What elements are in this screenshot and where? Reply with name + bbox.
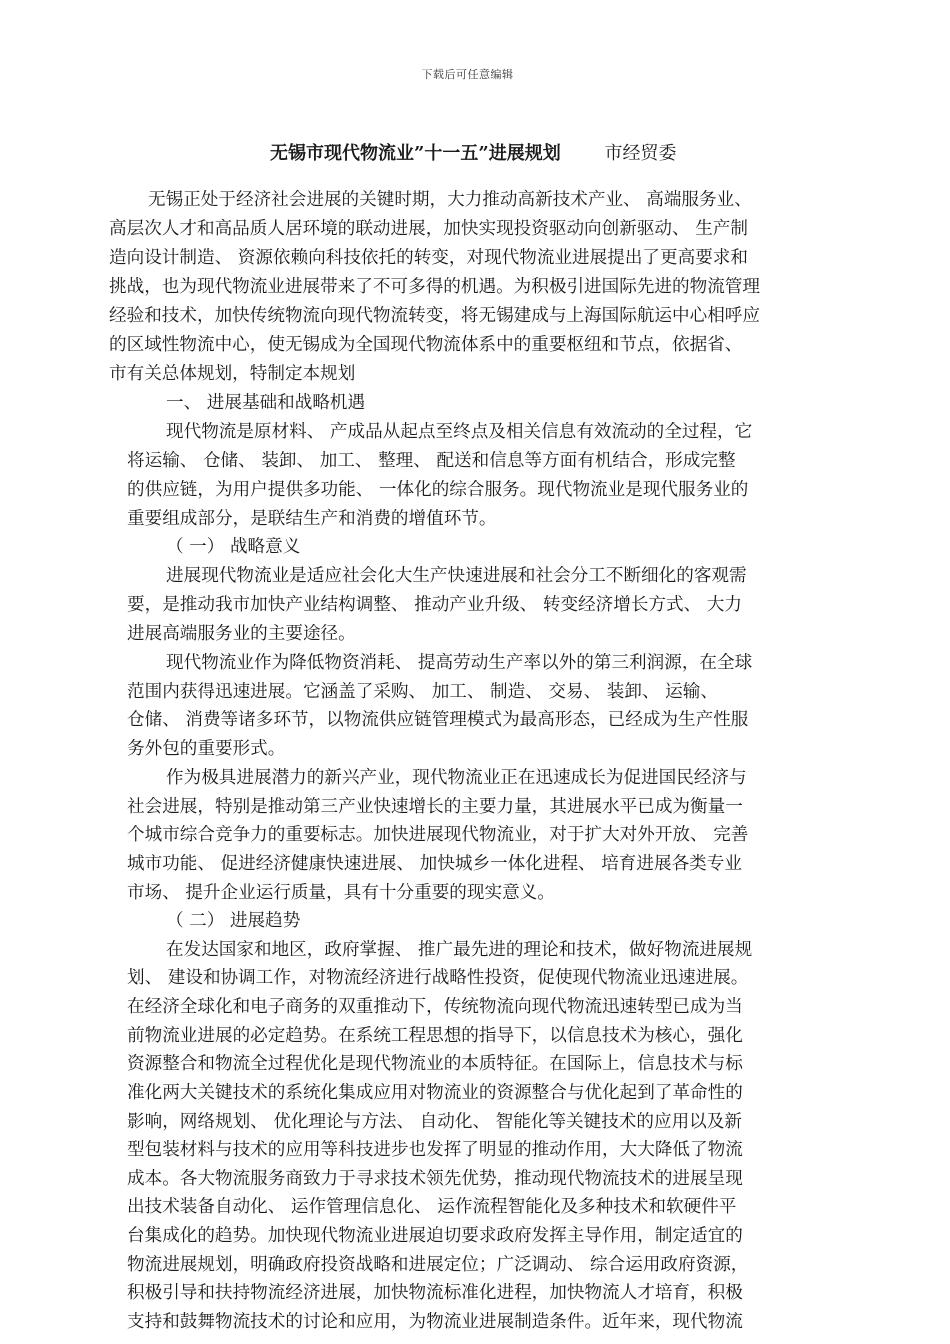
text-line: 务外包的重要形式。	[127, 739, 286, 759]
text-line: 要，是推动我市加快产业结构调整、 推动产业升级、 转变经济增长方式、 大力	[127, 595, 742, 615]
text-line: 成本。各大物流服务商致力于寻求技术领先优势，推动现代物流技术的进展呈现	[127, 1169, 743, 1189]
text-line: 资源整合和物流全过程优化是现代物流业的本质特征。在国际上，信息技术与标	[127, 1054, 743, 1074]
text-line: 支持和鼓舞物流技术的讨论和应用，为物流业进展制造条件。近年来，现代物流	[127, 1312, 743, 1332]
text-line: 的供应链，为用户提供多功能、 一体化的综合服务。现代物流业是现代服务业的	[127, 480, 749, 500]
subsection-heading: （ 一） 战略意义	[166, 537, 301, 557]
text-line: 在经济全球化和电子商务的双重推动下，传统物流向现代物流迅速转型已成为当	[127, 997, 743, 1017]
text-line: 进展现代物流业是适应社会化大生产快速进展和社会分工不断细化的客观需	[166, 566, 747, 586]
text-line: 现代物流是原材料、 产成品从起点至终点及相关信息有效流动的全过程，它	[166, 422, 753, 442]
text-line: 无锡正处于经济社会进展的关键时期，大力推动高新技术产业、 高端服务业、	[148, 190, 752, 210]
text-line: 挑战，也为现代物流业进展带来了不可多得的机遇。为积极引进国际先进的物流管理	[109, 277, 760, 297]
text-line: 市有关总体规划，特制定本规划	[109, 364, 356, 384]
text-line: 划、 建设和协调工作，对物流经济进行战略性投资，促使现代物流业迅速进展。	[127, 968, 749, 988]
text-line: 重要组成部分，是联结生产和消费的增值环节。	[127, 509, 497, 529]
text-line: 城市功能、 促进经济健康快速进展、 加快城乡一体化进程、 培育进展各类专业	[127, 854, 742, 874]
text-line: 型包装材料与技术的应用等科技进步也发挥了明显的推动作用，大大降低了物流	[127, 1140, 743, 1160]
text-line: 的区域性物流中心，使无锡成为全国现代物流体系中的重要枢纽和节点，依据省、	[109, 335, 743, 355]
section-heading: 一、 进展基础和战略机遇	[166, 393, 366, 413]
text-line: 经验和技术，加快传统物流向现代物流转变，将无锡建成与上海国际航运中心相呼应	[109, 306, 760, 326]
text-line: 社会进展，特别是推动第三产业快速增长的主要力量，其进展水平已成为衡量一	[127, 797, 743, 817]
text-line: 造向设计制造、 资源依赖向科技依托的转变，对现代物流业进展提出了更高要求和	[109, 248, 748, 268]
text-line: 个城市综合竞争力的重要标志。加快进展现代物流业，对于扩大对外开放、 完善	[127, 825, 749, 845]
text-line: 进展高端服务业的主要途径。	[127, 624, 356, 644]
document-title-row	[270, 141, 676, 167]
text-line: 现代物流业作为降低物资消耗、 提高劳动生产率以外的第三利润源，在全球	[166, 653, 753, 673]
download-note: 下载后可任意编辑	[421, 68, 514, 81]
text-line: 在发达国家和地区，政府掌握、 推广最先进的理论和技术，做好物流进展规	[166, 940, 753, 960]
text-line: 仓储、 消费等诸多环节，以物流供应链管理模式为最高形态，已经成为生产性服	[127, 710, 749, 730]
text-line: 准化两大关键技术的系统化集成应用对物流业的资源整合与优化起到了革命性的	[127, 1083, 743, 1103]
text-line: 积极引导和扶持物流经济进展，加快物流标准化进程，加快物流人才培育，积极	[127, 1283, 743, 1303]
document-title: 无锡市现代物流业”十一五”进展规划	[270, 143, 561, 164]
text-line: 将运输、 仓储、 装卸、 加工、 整理、 配送和信息等方面有机结合，形成完整	[127, 451, 736, 471]
text-line: 市场、 提升企业运行质量，具有十分重要的现实意义。	[127, 883, 555, 903]
text-line: 高层次人才和高品质人居环境的联动进展，加快实现投资驱动向创新驱动、 生产制	[109, 219, 748, 239]
document-author: 市经贸委	[604, 143, 677, 164]
text-line: 前物流业进展的必定趋势。在系统工程思想的指导下，以信息技术为核心，强化	[127, 1026, 743, 1046]
text-line: 影响，网络规划、 优化理论与方法、 自动化、 智能化等关键技术的应用以及新	[127, 1112, 742, 1132]
text-line: 出技术装备自动化、 运作管理信息化、 运作流程智能化及多种技术和软硬件平	[127, 1197, 737, 1217]
text-line: 台集成化的趋势。加快现代物流业进展迫切要求政府发挥主导作用，制定适宜的	[127, 1226, 743, 1246]
text-line: 物流进展规划，明确政府投资战略和进展定位；广泛调动、 综合运用政府资源，	[127, 1255, 749, 1275]
text-line: 作为极具进展潜力的新兴产业，现代物流业正在迅速成长为促进国民经济与	[166, 768, 747, 788]
text-line: 范围内获得迅速进展。它涵盖了采购、 加工、 制造、 交易、 装卸、 运输、	[127, 682, 718, 702]
subsection-heading: （ 二） 进展趋势	[166, 911, 301, 931]
